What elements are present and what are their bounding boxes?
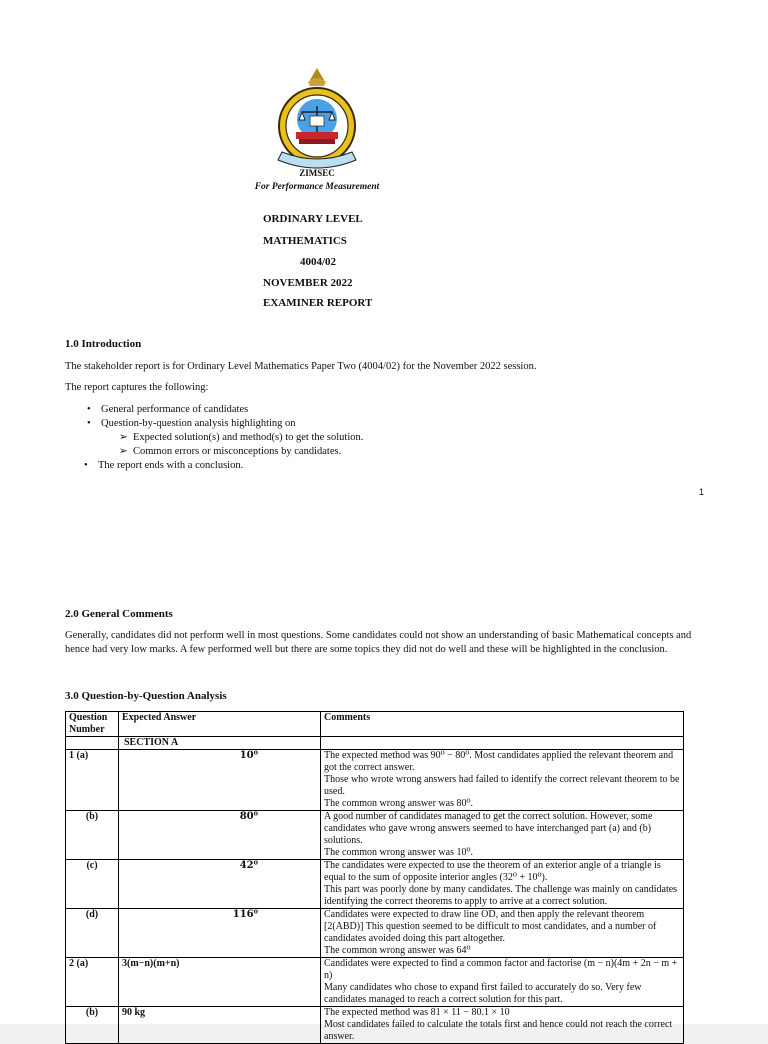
logo-name: ZIMSEC: [299, 168, 335, 178]
comment-line: Candidates were expected to draw line OD, and then apply the relevant theorem [2(ABD)] This question seemed to be difficult to most candidates, and a number of candidates avoided doing this part altogether.: [324, 909, 657, 944]
expected-answer: 3(m−n)(m+n): [119, 958, 321, 1007]
page-number: 1: [698, 487, 704, 497]
comments-cell: [321, 860, 684, 909]
comment-line: A good number of candidates managed to get the correct solution. However, some candidates who gave wrong answers seemed to have interchanged part (a) and (b) solutions.: [324, 811, 653, 846]
question-number: 1 (a): [66, 750, 119, 811]
table-row: [66, 958, 684, 1007]
logo-tagline: For Performance Measurement: [254, 182, 380, 192]
table-row: [66, 909, 684, 958]
intro-sub-bullet: [119, 445, 342, 459]
header-level: ORDINARY LEVEL: [263, 213, 363, 225]
bullet-text: General performance of candidates: [101, 404, 249, 415]
expected-answer: 42⁰: [119, 860, 321, 909]
comment-line: The candidates were expected to use the theorem of an exterior angle of a triangle is equal to the sum of opposite interior angles (32⁰ + 10⁰).: [324, 860, 661, 883]
sub-bullet-text: Expected solution(s) and method(s) to get the solution.: [133, 432, 364, 443]
comment-line: The common wrong answer was 64⁰: [324, 945, 471, 956]
comments-cell: [321, 958, 684, 1007]
question-number: (d): [66, 909, 119, 958]
header-question-number: Question Number: [66, 712, 119, 737]
bullet-icon: •: [84, 460, 88, 471]
comment-line: This part was poorly done by many candidates. The challenge was mainly on candidates identifying the correct theorems to apply to arrive at a correct solution.: [324, 884, 678, 907]
sub-bullet-text: Common errors or misconceptions by candidates.: [133, 446, 342, 457]
comment-line: The expected method was 81 × 11 − 80.1 × 10: [324, 1007, 510, 1018]
intro-bullet: [87, 417, 296, 431]
expected-answer: 10⁰: [119, 750, 321, 811]
bullet-text: Question-by-question analysis highlighting on: [101, 418, 296, 429]
header-expected-answer: Expected Answer: [119, 712, 321, 737]
intro-list-lead: The report captures the following:: [65, 382, 209, 393]
table-row: [66, 811, 684, 860]
analysis-table: [65, 711, 684, 1044]
section-row: [66, 737, 684, 750]
table-row: [66, 750, 684, 811]
question-number: (b): [66, 1007, 119, 1044]
comments-cell: [321, 811, 684, 860]
expected-answer: 80⁰: [119, 811, 321, 860]
zimsec-logo: [232, 64, 402, 197]
comments-cell: [321, 909, 684, 958]
intro-paragraph: The stakeholder report is for Ordinary Level Mathematics Paper Two (4004/02) for the November 2022 session.: [65, 361, 537, 372]
arrow-bullet-icon: ➢: [119, 446, 128, 457]
comments-cell: [321, 750, 684, 811]
general-heading: 2.0 General Comments: [65, 608, 173, 620]
section-label: SECTION A: [119, 737, 321, 750]
comment-line: Many candidates who chose to expand first failed to accurately do so. Very few candidates managed to reach a correct solution for this part.: [324, 982, 642, 1005]
intro-sub-bullet: [119, 431, 364, 445]
comments-cell: [321, 1007, 684, 1044]
comment-line: The common wrong answer was 80⁰.: [324, 798, 473, 809]
general-paragraph: Generally, candidates did not perform well in most questions. Some candidates could not show an understanding of basic Mathematical concepts and hence had very low marks. A few performed well but there are some topics they did not do well and these will be highlighted in the conclusion.: [65, 630, 692, 655]
bullet-text: The report ends with a conclusion.: [98, 460, 244, 471]
comment-line: The expected method was 90⁰ − 80⁰. Most candidates applied the relevant theorem and got the correct answer.: [324, 750, 674, 773]
expected-answer: 90 kg: [119, 1007, 321, 1044]
header-comments: Comments: [321, 712, 684, 737]
comment-line: Those who wrote wrong answers had failed to identify the correct relevant theorem to be used.: [324, 774, 680, 797]
comment-line: Most candidates failed to calculate the totals first and hence could not reach the correct answer.: [324, 1019, 673, 1042]
expected-answer: 116⁰: [119, 909, 321, 958]
table-row: [66, 860, 684, 909]
header-report-type: EXAMINER REPORT: [263, 297, 373, 309]
table-row: [66, 1007, 684, 1044]
header-session: NOVEMBER 2022: [263, 277, 353, 289]
analysis-heading: 3.0 Question-by-Question Analysis: [65, 690, 227, 702]
intro-bullet: [87, 403, 249, 417]
table-header-row: [66, 712, 684, 737]
bullet-icon: •: [87, 418, 91, 429]
intro-heading: 1.0 Introduction: [65, 338, 142, 350]
question-number: (c): [66, 860, 119, 909]
intro-bullet: [84, 459, 244, 473]
question-number: 2 (a): [66, 958, 119, 1007]
arrow-bullet-icon: ➢: [119, 432, 128, 443]
comment-line: The common wrong answer was 10⁰.: [324, 847, 473, 858]
question-number: (b): [66, 811, 119, 860]
zimsec-emblem-icon: [272, 64, 362, 172]
bullet-icon: •: [87, 404, 91, 415]
header-subject: MATHEMATICS: [263, 235, 347, 247]
comment-line: Candidates were expected to find a common factor and factorise (m − n)(4m + 2n − m + n): [324, 958, 678, 981]
header-code: 4004/02: [300, 256, 337, 268]
